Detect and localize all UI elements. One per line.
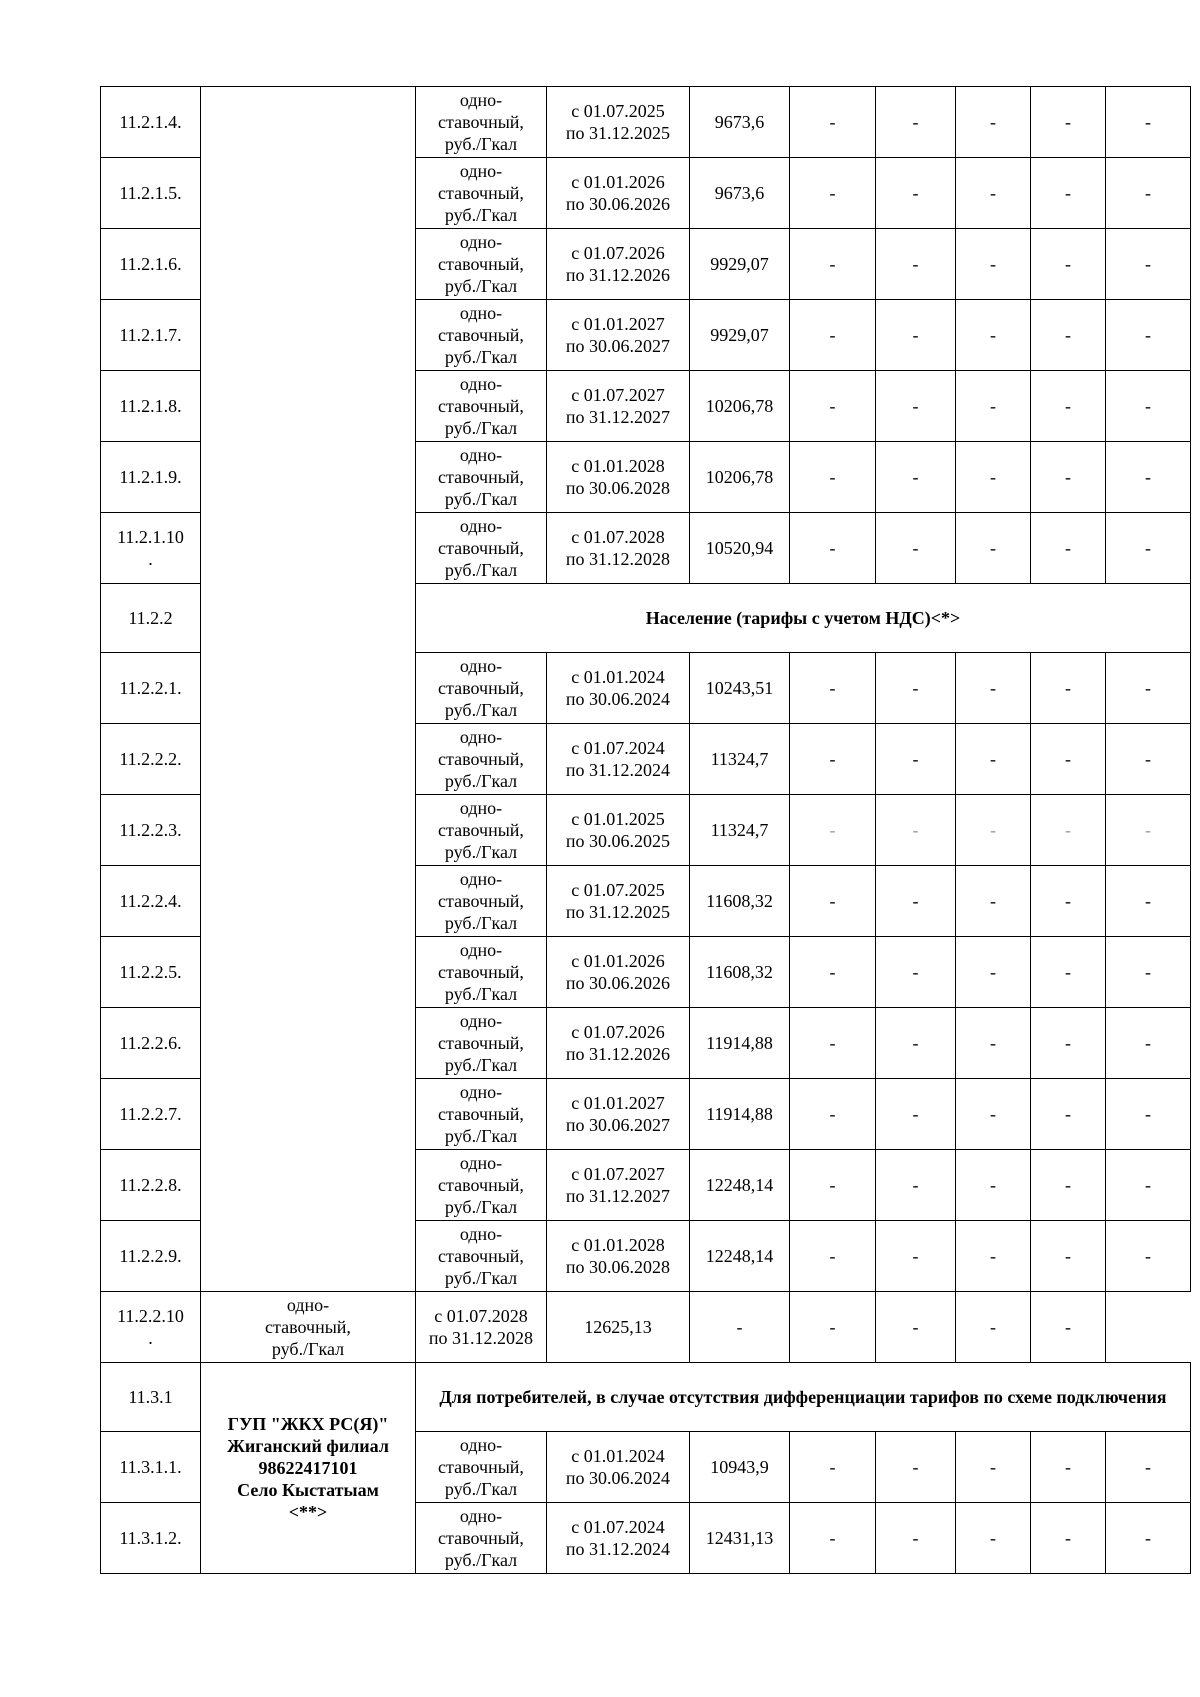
tariff-period: с 01.01.2028 по 30.06.2028 [547,442,690,513]
empty-value: - [876,87,956,158]
empty-value: - [876,1150,956,1221]
tariff-value: 12248,14 [690,1221,790,1292]
empty-value: - [790,1079,876,1150]
tariff-type: одно- ставочный, руб./Гкал [416,724,547,795]
row-number: 11.2.2.8. [101,1150,201,1221]
empty-value: - [1106,795,1191,866]
row-number: 11.2.2.1. [101,653,201,724]
empty-value: - [790,653,876,724]
empty-value: - [956,1150,1031,1221]
tariff-value: 9929,07 [690,229,790,300]
tariff-period: с 01.07.2025 по 31.12.2025 [547,866,690,937]
row-number: 11.3.1.2. [101,1503,201,1574]
tariff-period: с 01.07.2026 по 31.12.2026 [547,229,690,300]
row-number: 11.2.2.9. [101,1221,201,1292]
empty-value: - [1106,442,1191,513]
tariff-value: 10943,9 [690,1432,790,1503]
empty-value: - [1106,87,1191,158]
tariff-value: 10520,94 [690,513,790,584]
tariff-type: одно- ставочный, руб./Гкал [416,866,547,937]
empty-value: - [956,371,1031,442]
empty-value: - [790,937,876,1008]
empty-value: - [790,300,876,371]
tariff-period: с 01.07.2025 по 31.12.2025 [547,87,690,158]
empty-value: - [1031,300,1106,371]
tariff-period: с 01.07.2024 по 31.12.2024 [547,1503,690,1574]
empty-value: - [876,1503,956,1574]
empty-value: - [1031,371,1106,442]
empty-value: - [956,1503,1031,1574]
empty-value: - [956,229,1031,300]
tariff-period: с 01.07.2027 по 31.12.2027 [547,1150,690,1221]
row-number: 11.2.2.3. [101,795,201,866]
empty-value: - [1106,1150,1191,1221]
empty-value: - [1106,513,1191,584]
tariff-type: одно- ставочный, руб./Гкал [416,513,547,584]
tariff-value: 12431,13 [690,1503,790,1574]
empty-value: - [956,653,1031,724]
row-number: 11.2.2.2. [101,724,201,795]
table-row [101,1292,1191,1363]
tariff-period: с 01.01.2027 по 30.06.2027 [547,300,690,371]
table-row [101,87,1191,158]
empty-value: - [790,1503,876,1574]
tariff-value: 11914,88 [690,1079,790,1150]
empty-value: - [876,1079,956,1150]
row-number: 11.2.1.6. [101,229,201,300]
empty-value: - [876,937,956,1008]
empty-value: - [1031,653,1106,724]
tariff-type: одно- ставочный, руб./Гкал [416,158,547,229]
row-number: 11.2.1.4. [101,87,201,158]
tariff-type: одно- ставочный, руб./Гкал [416,371,547,442]
tariff-type: одно- ставочный, руб./Гкал [201,1292,416,1363]
tariff-value: 10206,78 [690,371,790,442]
empty-value: - [956,1008,1031,1079]
empty-value: - [1106,158,1191,229]
empty-value: - [790,1292,876,1363]
tariff-type: одно- ставочный, руб./Гкал [416,1503,547,1574]
empty-value: - [790,724,876,795]
section-number: 11.3.1 [101,1363,201,1432]
empty-value: - [956,442,1031,513]
tariff-value: 12625,13 [547,1292,690,1363]
row-number: 11.2.2.5. [101,937,201,1008]
empty-value: - [876,1292,956,1363]
empty-value: - [1031,158,1106,229]
tariff-value: 11324,7 [690,795,790,866]
empty-value: - [1031,1008,1106,1079]
organization-cell [201,87,416,1292]
empty-value: - [956,1079,1031,1150]
empty-value: - [876,795,956,866]
empty-value: - [790,442,876,513]
empty-value: - [876,158,956,229]
tariff-value: 11608,32 [690,866,790,937]
empty-value: - [876,724,956,795]
tariff-period: с 01.01.2028 по 30.06.2028 [547,1221,690,1292]
empty-value: - [1031,866,1106,937]
tariff-value: 11608,32 [690,937,790,1008]
empty-value: - [1106,1079,1191,1150]
tariff-period: с 01.07.2024 по 31.12.2024 [547,724,690,795]
empty-value: - [876,1432,956,1503]
tariff-value: 9673,6 [690,87,790,158]
empty-value: - [1031,1079,1106,1150]
tariff-value: 10206,78 [690,442,790,513]
section-title: Население (тарифы с учетом НДС)<*> [416,584,1191,653]
section-number: 11.2.2 [101,584,201,653]
empty-value: - [790,1221,876,1292]
row-number: 11.2.2.6. [101,1008,201,1079]
empty-value: - [790,158,876,229]
tariff-period: с 01.01.2026 по 30.06.2026 [547,937,690,1008]
tariff-type: одно- ставочный, руб./Гкал [416,1150,547,1221]
section-title: Для потребителей, в случае отсутствия дифференциации тарифов по схеме подключения [416,1363,1191,1432]
empty-value: - [1106,300,1191,371]
tariff-type: одно- ставочный, руб./Гкал [416,1008,547,1079]
empty-value: - [1031,1292,1106,1363]
empty-value: - [956,1292,1031,1363]
tariff-type: одно- ставочный, руб./Гкал [416,795,547,866]
tariff-type: одно- ставочный, руб./Гкал [416,937,547,1008]
tariff-type: одно- ставочный, руб./Гкал [416,653,547,724]
empty-value: - [956,866,1031,937]
tariff-value: 11324,7 [690,724,790,795]
empty-value: - [876,229,956,300]
empty-value: - [1031,1503,1106,1574]
empty-value: - [876,513,956,584]
empty-value: - [956,1221,1031,1292]
tariff-period: с 01.01.2026 по 30.06.2026 [547,158,690,229]
empty-value: - [1031,937,1106,1008]
empty-value: - [790,866,876,937]
tariff-period: с 01.01.2025 по 30.06.2025 [547,795,690,866]
tariff-value: 12248,14 [690,1150,790,1221]
tariff-period: с 01.01.2024 по 30.06.2024 [547,1432,690,1503]
empty-value: - [1031,513,1106,584]
tariff-period: с 01.01.2024 по 30.06.2024 [547,653,690,724]
empty-value: - [1031,1221,1106,1292]
tariff-type: одно- ставочный, руб./Гкал [416,229,547,300]
empty-value: - [790,371,876,442]
empty-value: - [876,1008,956,1079]
empty-value: - [1106,866,1191,937]
row-number: 11.2.1.10 . [101,513,201,584]
empty-value: - [1106,724,1191,795]
row-number: 11.2.2.7. [101,1079,201,1150]
empty-value: - [1106,653,1191,724]
row-number: 11.2.1.8. [101,371,201,442]
empty-value: - [1031,442,1106,513]
empty-value: - [876,371,956,442]
organization-cell: ГУП "ЖКХ РС(Я)" Жиганский филиал 98622417101 Село Кыстатыам <**> [201,1363,416,1574]
tariff-value: 11914,88 [690,1008,790,1079]
tariff-type: одно- ставочный, руб./Гкал [416,87,547,158]
tariff-period: с 01.01.2027 по 30.06.2027 [547,1079,690,1150]
row-number: 11.2.1.7. [101,300,201,371]
row-number: 11.2.2.10 . [101,1292,201,1363]
empty-value: - [956,1432,1031,1503]
empty-value: - [1106,371,1191,442]
empty-value: - [1031,229,1106,300]
empty-value: - [1031,1432,1106,1503]
empty-value: - [956,300,1031,371]
empty-value: - [876,442,956,513]
tariff-type: одно- ставочный, руб./Гкал [416,1221,547,1292]
tariff-type: одно- ставочный, руб./Гкал [416,300,547,371]
empty-value: - [790,1008,876,1079]
tariff-type: одно- ставочный, руб./Гкал [416,1079,547,1150]
empty-value: - [1031,87,1106,158]
tariff-period: с 01.07.2026 по 31.12.2026 [547,1008,690,1079]
tariff-table [100,86,1191,1574]
row-number: 11.2.1.5. [101,158,201,229]
tariff-period: с 01.07.2027 по 31.12.2027 [547,371,690,442]
empty-value: - [790,513,876,584]
empty-value: - [790,1432,876,1503]
empty-value: - [956,937,1031,1008]
empty-value: - [876,300,956,371]
empty-value: - [790,229,876,300]
tariff-value: 9673,6 [690,158,790,229]
row-number: 11.2.2.4. [101,866,201,937]
empty-value: - [956,795,1031,866]
row-number: 11.2.1.9. [101,442,201,513]
empty-value: - [1031,1150,1106,1221]
empty-value: - [956,513,1031,584]
empty-value: - [1106,1008,1191,1079]
empty-value: - [790,795,876,866]
empty-value: - [876,1221,956,1292]
row-number: 11.3.1.1. [101,1432,201,1503]
tariff-value: 9929,07 [690,300,790,371]
empty-value: - [956,724,1031,795]
empty-value: - [790,87,876,158]
empty-value: - [956,158,1031,229]
empty-value: - [790,1150,876,1221]
section-row [101,1363,1191,1432]
tariff-period: с 01.07.2028 по 31.12.2028 [547,513,690,584]
empty-value: - [1106,1432,1191,1503]
empty-value: - [1106,1221,1191,1292]
tariff-type: одно- ставочный, руб./Гкал [416,1432,547,1503]
empty-value: - [1031,795,1106,866]
empty-value: - [876,866,956,937]
empty-value: - [876,653,956,724]
tariff-type: одно- ставочный, руб./Гкал [416,442,547,513]
empty-value: - [1106,1503,1191,1574]
empty-value: - [1106,229,1191,300]
tariff-period: с 01.07.2028 по 31.12.2028 [416,1292,547,1363]
empty-value: - [1031,724,1106,795]
tariff-value: 10243,51 [690,653,790,724]
empty-value: - [690,1292,790,1363]
empty-value: - [1106,937,1191,1008]
empty-value: - [956,87,1031,158]
